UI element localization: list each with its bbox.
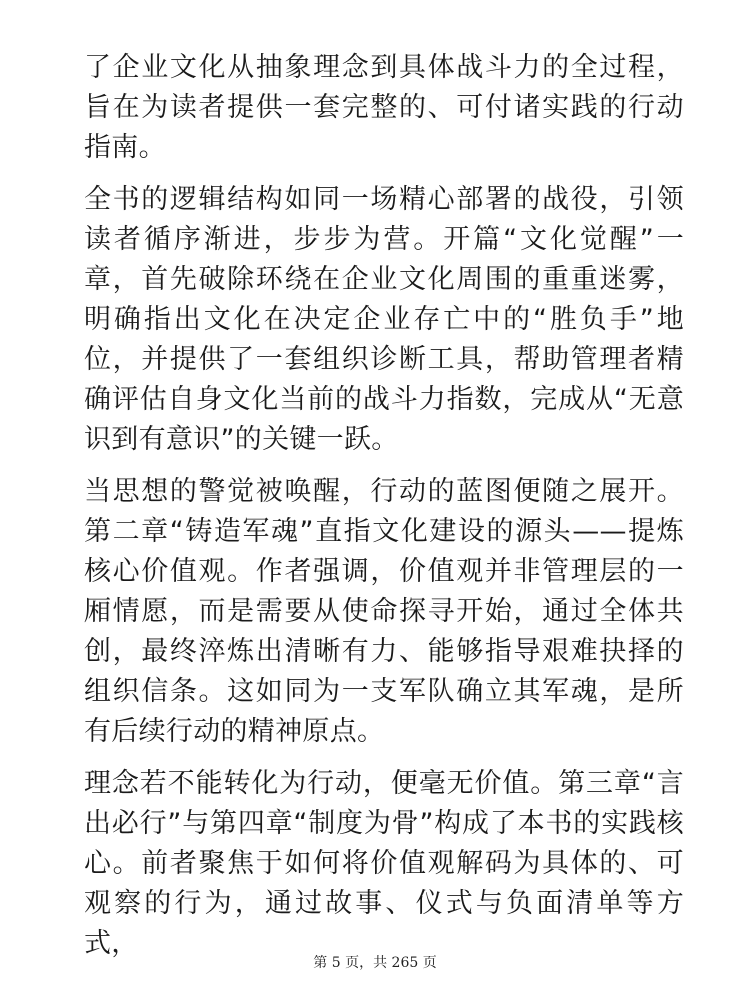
footer-middle: 页，共: [340, 955, 392, 971]
paragraph-2: 全书的逻辑结构如同一场精心部署的战役，引领读者循序渐进，步步为营。开篇“文化觉醒”一章，首先破除环绕在企业文化周围的重重迷雾，明确指出文化在决定企业存亡中的“胜负手”地位，并提供了一套组织诊断工具，帮助管理者精确评估自身文化当前的战斗力指数，完成从“无意识到有意识”的关键一跃。: [84, 184, 684, 455]
paragraph-4: 理念若不能转化为行动，便毫无价值。第三章“言出必行”与第四章“制度为骨”构成了本书的实践核心。前者聚焦于如何将价值观解码为具体的、可观察的行为，通过故事、仪式与负面清单等方式，: [84, 768, 684, 959]
footer-prefix: 第: [313, 955, 332, 971]
current-page-number: 5: [331, 955, 341, 971]
total-pages-number: 265: [391, 955, 419, 971]
page-number-footer: [0, 952, 750, 972]
paragraph-1: 了企业文化从抽象理念到具体战斗力的全过程，旨在为读者提供一套完整的、可付诸实践的行动指南。: [84, 52, 684, 163]
paragraph-3: 当思想的警觉被唤醒，行动的蓝图便随之展开。第二章“铸造军魂”直指文化建设的源头——提炼核心价值观。作者强调，价值观并非管理层的一厢情愿，而是需要从使命探寻开始，通过全体共创，最终淬炼出清晰有力、能够指导艰难抉择的组织信条。这如同为一支军队确立其军魂，是所有后续行动的精神原点。: [84, 476, 684, 747]
footer-suffix: 页: [418, 955, 437, 971]
body-text: [84, 48, 684, 976]
